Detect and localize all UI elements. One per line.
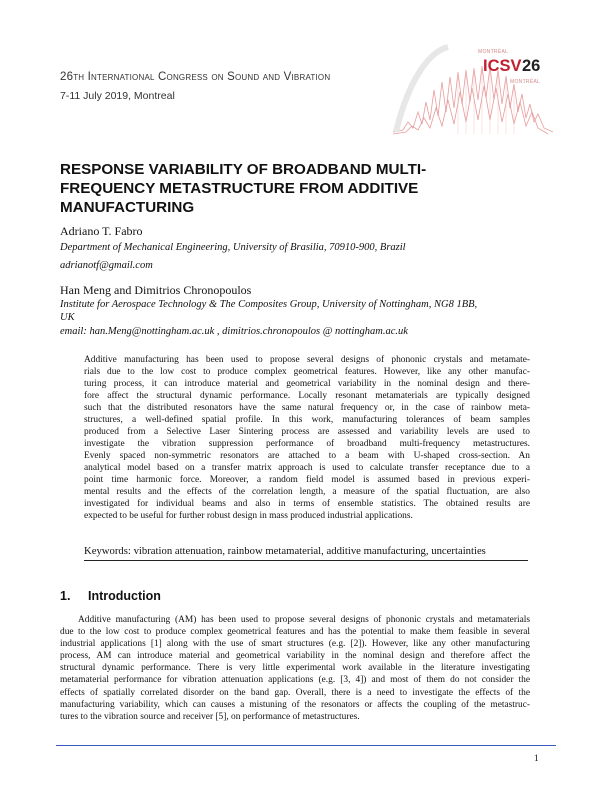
conference-dates-location: 7-11 July 2019, Montreal: [60, 90, 175, 102]
body-line: manufacturing variability, which can causes a mistuning of the resonators or affects the coupling of the metastruc-: [60, 699, 530, 710]
abstract: [84, 354, 530, 522]
title-line: MANUFACTURING: [60, 199, 195, 216]
page-number: 1: [534, 754, 539, 764]
abstract-line: point time harmonic force. Moreover, a random field model is assumed based in previous experi-: [84, 475, 530, 485]
paper-title: [60, 160, 530, 217]
author-affiliation: Institute for Aerospace Technology & The Composites Group, University of Nottingham, NG8 1BB,: [60, 299, 478, 310]
conference-name: 26th International Congress on Sound and Vibration: [60, 71, 331, 83]
abstract-line: such that the distributed resonators have the same natural frequency or, in the case of rainbow meta-: [84, 403, 530, 413]
section-number: 1.: [60, 589, 71, 603]
logo-top-text: MONTRÉAL: [478, 49, 509, 55]
title-line: FREQUENCY METASTRUCTURE FROM ADDITIVE: [60, 180, 419, 197]
introduction-paragraph: [60, 614, 530, 723]
author-name: Adriano T. Fabro: [60, 224, 143, 238]
body-line: metamaterial performance for vibration attenuation applications (e.g. [3, 4]) and most of them do not consider the: [60, 675, 530, 686]
footer-rule: [56, 745, 556, 746]
logo-brand: ICSV: [483, 57, 522, 75]
abstract-line: rials due to the low cost to produce complex geometrical features. However, like any other manufac-: [84, 367, 530, 377]
keywords: [84, 545, 534, 557]
keywords-label: Keywords:: [84, 545, 131, 557]
abstract-line: fore affect the structural dynamic performance. Locally resonant metamaterials are typically designed: [84, 391, 530, 401]
author-email: adrianotf@gmail.com: [60, 260, 153, 271]
abstract-line: Evenly spaced non-symmetric resonators are attached to a beam with U-shaped cross-section. An: [84, 451, 530, 461]
body-line: effects of spatially correlated disorder on the band gap. Overall, there is a need to investigate the effects of the: [60, 687, 530, 698]
author-affiliation-continued: UK: [60, 312, 75, 323]
abstract-line: investigate the vibration suppression performance of broadband multi-frequency metastructures.: [84, 439, 530, 449]
abstract-line: turing process, it can introduce material and geometrical variability in the nominal design and there-: [84, 379, 530, 389]
abstract-line: structures, a well-defined spatial profile. In this work, manufacturing tolerances of beam samples: [84, 415, 530, 425]
abstract-line: expected to be useful for further robust design in mass produced industrial applications.: [84, 511, 413, 521]
abstract-divider: [84, 560, 528, 561]
section-title: Introduction: [88, 589, 161, 603]
logo-city-text: MONTRÉAL: [510, 79, 541, 85]
body-line: due to the low cost to produce complex geometrical features and has the potential to make them feasible in several: [60, 627, 530, 638]
title-line: RESPONSE VARIABILITY OF BROADBAND MULTI-: [60, 161, 427, 178]
abstract-line: produced from a Selective Laser Sintering process are assessed and variability levels are used to: [84, 427, 530, 437]
abstract-line: Additive manufacturing has been used to propose several designs of phononic crystals and metamate-: [84, 355, 530, 365]
abstract-line: investigated for individual beams and also in terms of ensemble statistics. The obtained results are: [84, 499, 530, 509]
body-line: tures to the vibration source and receiver [5], on performance of metastructures.: [60, 711, 360, 722]
body-line: industrial applications [1] along with the use of smart structures (e.g. [2]). However, like any other manufacturing: [60, 639, 530, 650]
author-names: Han Meng and Dimitrios Chronopoulos: [60, 283, 252, 297]
abstract-line: mental results and the effects of the correlation length, a measure of the spatial fluctuation, are also: [84, 487, 530, 497]
body-line: process, AM can introduce material and geometrical variability in the nominal design and therefore affect the: [60, 651, 530, 662]
author-emails: email: han.Meng@nottingham.ac.uk , dimitrios.chronopoulos @ nottingham.ac.uk: [60, 326, 408, 337]
body-line: structural dynamic performance. There is very little experimental work available in the literature investigating: [60, 663, 530, 674]
keywords-list: vibration attenuation, rainbow metamaterial, additive manufacturing, uncertainties: [133, 545, 486, 557]
body-line: Additive manufacturing (AM) has been used to propose several designs of phononic crystals and metamaterials: [78, 615, 530, 625]
logo-number: 26: [522, 57, 541, 75]
section-heading-introduction: [60, 589, 161, 603]
abstract-line: analytical model based on a transfer matrix approach is used to calculate transfer receptance due to a: [84, 463, 530, 473]
author-affiliation: Department of Mechanical Engineering, University of Brasilia, 70910-900, Brazil: [60, 242, 406, 253]
